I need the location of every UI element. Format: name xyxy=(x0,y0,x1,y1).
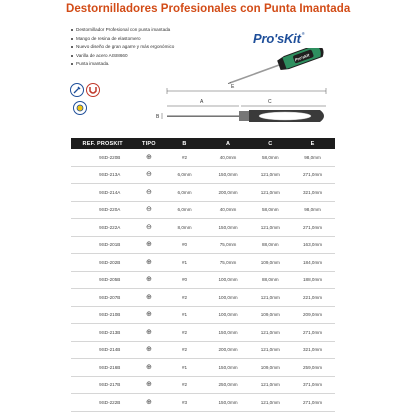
phillips-tip-icon: ⊕ xyxy=(145,346,152,354)
cell-ref: 9SD-216B xyxy=(71,359,134,377)
cell-c: 121,0mm xyxy=(251,219,291,237)
cell-a: 150,0mm xyxy=(206,166,251,184)
cell-a: 150,0mm xyxy=(206,394,251,412)
cell-c: 88,0mm xyxy=(251,271,291,289)
feature-item: Nuevo diseño de gran agarre y más ergonómico xyxy=(71,43,174,52)
cell-e: 271,0mm xyxy=(290,394,335,412)
cell-a: 200,0mm xyxy=(206,184,251,202)
header-a: A xyxy=(206,138,251,149)
table-row xyxy=(71,376,335,394)
cell-e: 371,0mm xyxy=(290,376,335,394)
cell-tipo xyxy=(134,394,163,412)
header-tipo: TIPO xyxy=(134,138,163,149)
cell-a: 200,0mm xyxy=(206,341,251,359)
cell-e: 259,0mm xyxy=(290,359,335,377)
cell-e: 271,0mm xyxy=(290,324,335,342)
cell-ref: 9SD-210B xyxy=(71,306,134,324)
cell-tipo xyxy=(134,236,163,254)
cell-e: 321,0mm xyxy=(290,184,335,202)
cell-e: 271,0mm xyxy=(290,219,335,237)
cell-b: #2 xyxy=(163,341,205,359)
slotted-tip-icon: ⊖ xyxy=(145,206,152,214)
diagram-label-c: C xyxy=(268,99,272,105)
cell-a: 150,0mm xyxy=(206,219,251,237)
brand-logo xyxy=(253,31,333,47)
cell-e: 163,0mm xyxy=(290,236,335,254)
cell-e: 184,0mm xyxy=(290,254,335,272)
cell-ref: 9SD-213A xyxy=(71,166,134,184)
cell-a: 100,0mm xyxy=(206,289,251,307)
phillips-tip-icon: ⊕ xyxy=(145,153,152,161)
table-row xyxy=(71,149,335,166)
cell-ref: 9SD-205B xyxy=(71,271,134,289)
phillips-tip-icon: ⊕ xyxy=(145,328,152,336)
table-row xyxy=(71,289,335,307)
cell-b: #0 xyxy=(163,271,205,289)
magnet-icon xyxy=(86,83,100,97)
cell-ref: 9SD-220B xyxy=(71,149,134,166)
product-table xyxy=(71,138,335,412)
svg-text:Pro'sKit: Pro'sKit xyxy=(294,52,311,63)
cell-c: 109,0mm xyxy=(251,359,291,377)
diagram-label-a: A xyxy=(200,99,204,105)
cell-b: #1 xyxy=(163,254,205,272)
screwdriver-bit-icon xyxy=(70,83,84,97)
phillips-tip-icon: ⊕ xyxy=(145,258,152,266)
feature-item: Destornillador Profesional con punta imantada xyxy=(71,26,174,35)
phillips-tip-icon: ⊕ xyxy=(145,276,152,284)
header-c: C xyxy=(251,138,291,149)
phillips-tip-icon: ⊕ xyxy=(145,311,152,319)
cell-c: 121,0mm xyxy=(251,324,291,342)
feature-item: Punta imantada. xyxy=(71,60,174,69)
screwdriver-image xyxy=(225,48,330,84)
cell-e: 98,0mm xyxy=(290,201,335,219)
cell-a: 150,0mm xyxy=(206,324,251,342)
slotted-tip-icon: ⊖ xyxy=(145,188,152,196)
cell-a: 75,0mm xyxy=(206,254,251,272)
cell-c: 121,0mm xyxy=(251,184,291,202)
cell-tipo xyxy=(134,306,163,324)
brand-name: Pro'sKit® xyxy=(253,31,305,46)
cell-c: 88,0mm xyxy=(251,236,291,254)
table-row xyxy=(71,201,335,219)
table-row xyxy=(71,324,335,342)
cell-e: 271,0mm xyxy=(290,166,335,184)
cell-b: #2 xyxy=(163,324,205,342)
cell-b: #2 xyxy=(163,289,205,307)
cell-a: 150,0mm xyxy=(206,359,251,377)
cell-tipo xyxy=(134,341,163,359)
cell-a: 100,0mm xyxy=(206,306,251,324)
cell-a: 250,0mm xyxy=(206,376,251,394)
phillips-tip-icon: ⊕ xyxy=(145,398,152,406)
table-row xyxy=(71,166,335,184)
cell-b: #0 xyxy=(163,236,205,254)
dimension-diagram xyxy=(140,82,330,132)
cell-a: 40,0mm xyxy=(206,201,251,219)
feature-item: Mango de resina de elastomero xyxy=(71,35,174,44)
cell-b: 6,0mm xyxy=(163,201,205,219)
cell-ref: 9SD-201B xyxy=(71,236,134,254)
cell-c: 121,0mm xyxy=(251,376,291,394)
table-row xyxy=(71,394,335,412)
page-title: Destornilladores Profesionales con Punta Imantada xyxy=(66,3,351,15)
diagram-label-b: B xyxy=(156,114,160,120)
cell-b: #2 xyxy=(163,149,205,166)
cell-ref: 9SD-217B xyxy=(71,376,134,394)
cell-c: 109,0mm xyxy=(251,306,291,324)
cell-a: 75,0mm xyxy=(206,236,251,254)
cell-tipo xyxy=(134,271,163,289)
cell-ref: 9SD-222A xyxy=(71,219,134,237)
table-row xyxy=(71,254,335,272)
cell-ref: 9SD-207B xyxy=(71,289,134,307)
cell-b: #3 xyxy=(163,394,205,412)
feature-item: Varilla de acero AISI8660 xyxy=(71,52,174,61)
phillips-tip-icon: ⊕ xyxy=(145,381,152,389)
cell-e: 98,0mm xyxy=(290,149,335,166)
header-e: E xyxy=(290,138,335,149)
cell-ref: 9SD-220A xyxy=(71,201,134,219)
cell-ref: 9SD-214B xyxy=(71,341,134,359)
cell-b: #1 xyxy=(163,306,205,324)
cell-tipo xyxy=(134,376,163,394)
cell-c: 121,0mm xyxy=(251,341,291,359)
cell-c: 121,0mm xyxy=(251,289,291,307)
phillips-tip-icon: ⊕ xyxy=(145,363,152,371)
cell-e: 188,0mm xyxy=(290,271,335,289)
table-row xyxy=(71,271,335,289)
cell-tipo xyxy=(134,149,163,166)
cell-a: 40,0mm xyxy=(206,149,251,166)
cell-ref: 9SD-213B xyxy=(71,324,134,342)
cell-e: 209,0mm xyxy=(290,306,335,324)
cell-tipo xyxy=(134,201,163,219)
cell-e: 321,0mm xyxy=(290,341,335,359)
cell-ref: 9SD-214A xyxy=(71,184,134,202)
feature-list xyxy=(71,26,174,69)
cell-ref: 9SD-202B xyxy=(71,254,134,272)
header-ref: REF. PROSKIT xyxy=(71,138,134,149)
cell-tipo xyxy=(134,219,163,237)
table-row xyxy=(71,219,335,237)
table-header-row xyxy=(71,138,335,149)
cell-c: 58,0mm xyxy=(251,201,291,219)
cell-b: #2 xyxy=(163,376,205,394)
slotted-tip-icon: ⊖ xyxy=(145,171,152,179)
table-row xyxy=(71,306,335,324)
cell-c: 121,0mm xyxy=(251,166,291,184)
table-row xyxy=(71,359,335,377)
cell-b: 8,0mm xyxy=(163,219,205,237)
cell-tipo xyxy=(134,289,163,307)
cell-tipo xyxy=(134,184,163,202)
slotted-tip-icon: ⊖ xyxy=(145,223,152,231)
cell-b: 6,0mm xyxy=(163,184,205,202)
table-row xyxy=(71,341,335,359)
cell-b: #1 xyxy=(163,359,205,377)
cell-e: 221,0mm xyxy=(290,289,335,307)
diagram-label-e: E xyxy=(231,84,235,90)
cell-tipo xyxy=(134,254,163,272)
cell-c: 121,0mm xyxy=(251,394,291,412)
table-body xyxy=(71,149,335,411)
phillips-tip-icon: ⊕ xyxy=(145,293,152,301)
cell-a: 100,0mm xyxy=(206,271,251,289)
cell-b: 6,0mm xyxy=(163,166,205,184)
cell-tipo xyxy=(134,166,163,184)
table-row xyxy=(71,236,335,254)
header-b: B xyxy=(163,138,205,149)
cell-tipo xyxy=(134,359,163,377)
cell-ref: 9SD-222B xyxy=(71,394,134,412)
table-row xyxy=(71,184,335,202)
cell-c: 109,0mm xyxy=(251,254,291,272)
magnetic-tip-icon xyxy=(73,101,87,115)
cell-c: 58,0mm xyxy=(251,149,291,166)
phillips-tip-icon: ⊕ xyxy=(145,241,152,249)
cell-tipo xyxy=(134,324,163,342)
